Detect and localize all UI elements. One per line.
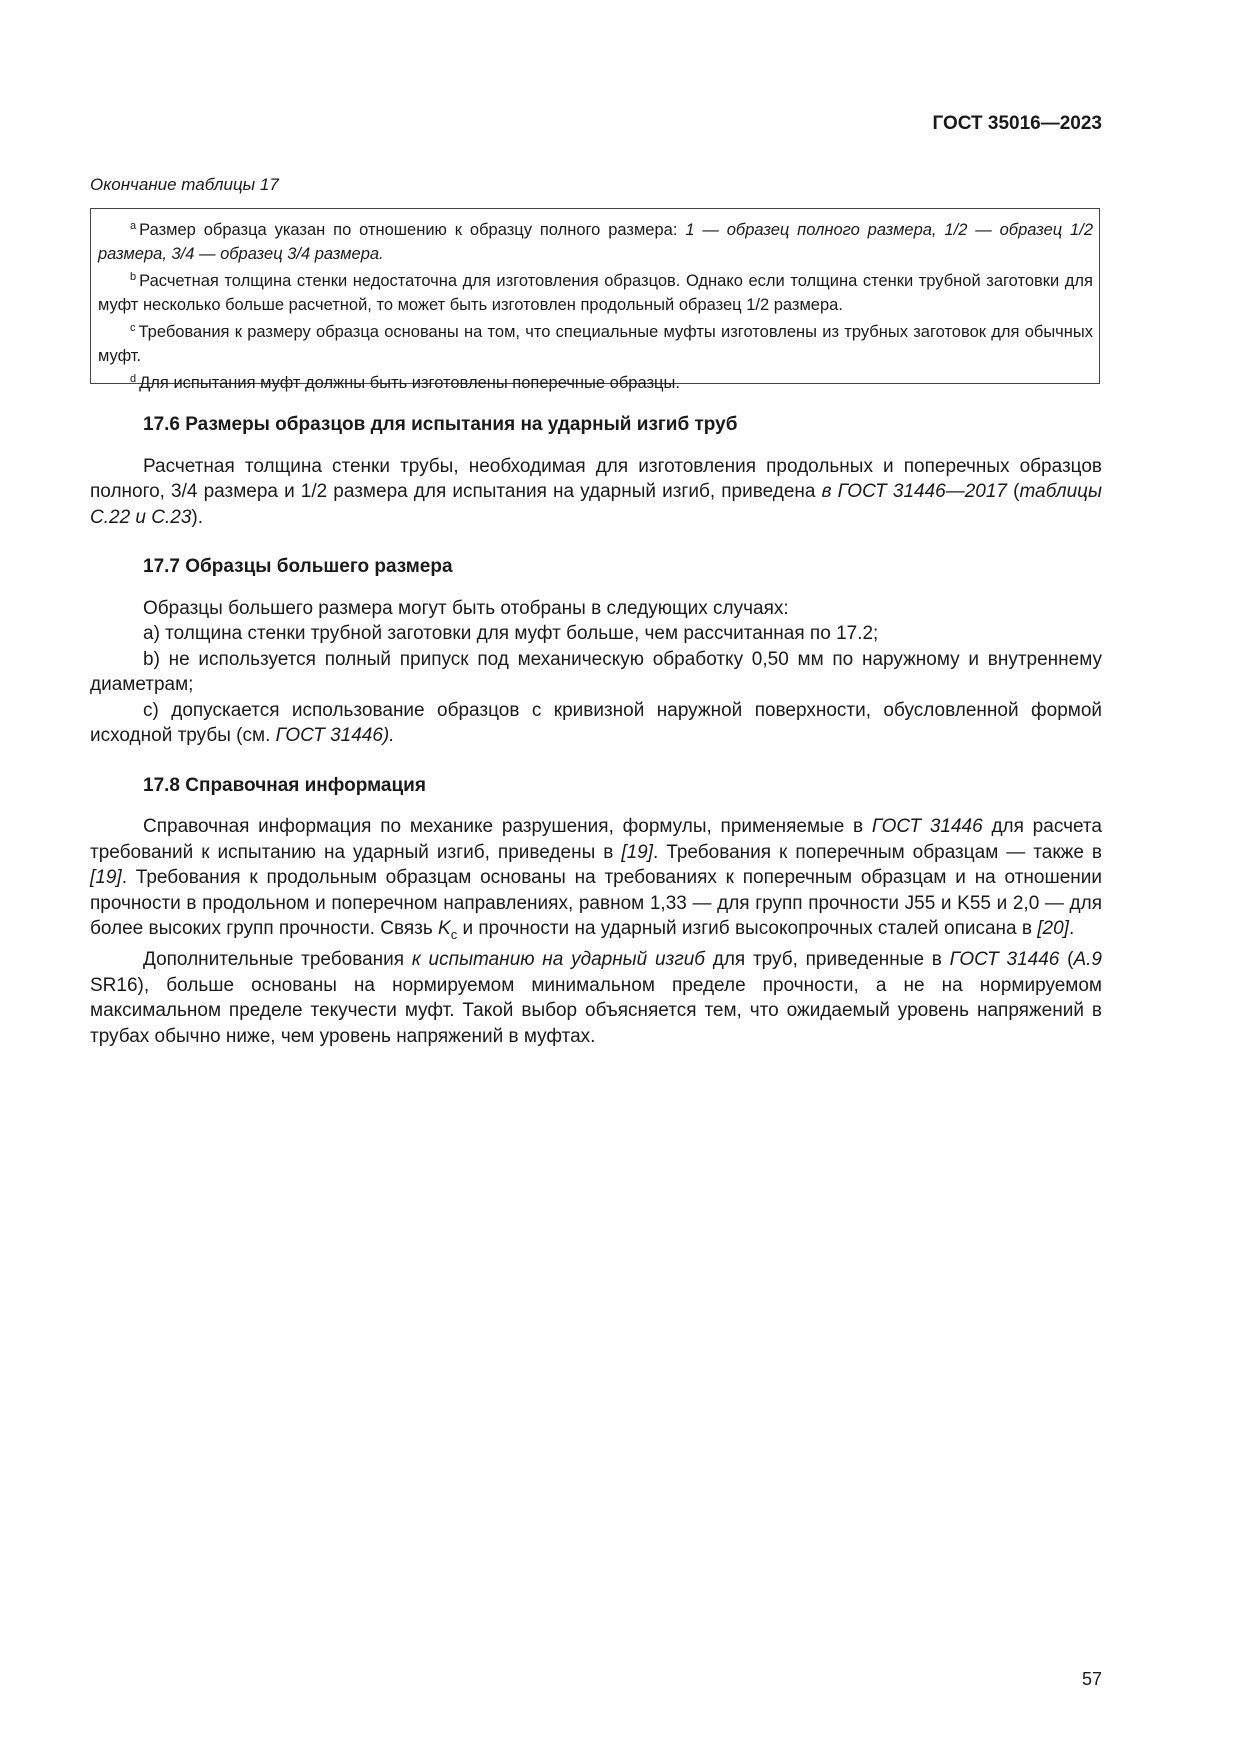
- text: SR16), больше основаны на нормируемом минимальном пределе прочности, а не на нормируемом максимальном пределе текучести муфт. Такой выбор объясняется тем, что ожидаемый уровень напряжений в трубах обычно ниже, чем уровень напряжений в муфтах.: [90, 974, 1102, 1047]
- reference-gost: в ГОСТ 31446—2017: [821, 481, 1007, 502]
- footnote-a: [98, 215, 1093, 266]
- list-item-b: b) не используется полный припуск под механическую обработку 0,50 мм по наружному и внутреннему диаметрам;: [90, 648, 1102, 695]
- footnote-d: [98, 368, 1093, 396]
- paragraph-17-8-1: [90, 814, 1102, 947]
- paragraph-17-8-2: [90, 947, 1102, 1049]
- list-item-a: a) толщина стенки трубной заготовки для муфт больше, чем рассчитанная по 17.2;: [143, 623, 879, 644]
- reference-bib: [19]: [90, 867, 122, 888]
- footnote-b: [98, 266, 1093, 317]
- footnote-text: Размер образца указан по отношению к образцу полного размера:: [139, 221, 686, 239]
- footnote-text: Для испытания муфт должны быть изготовлены поперечные образцы.: [139, 374, 680, 392]
- text: для расчета требований к испытанию на ударный изгиб, приведены в: [90, 816, 1102, 863]
- footnote-mark: b: [130, 271, 137, 283]
- table-caption: Окончание таблицы 17: [90, 175, 279, 194]
- text: c) допускается использование образцов с кривизной наружной поверхности, обусловленной формой исходной трубы (см.: [90, 699, 1102, 746]
- section-heading-17-8: 17.8 Справочная информация: [143, 774, 426, 796]
- text: (: [1059, 949, 1074, 971]
- section-heading-17-6: 17.6 Размеры образцов для испытания на ударный изгиб труб: [143, 414, 738, 435]
- text: ).: [382, 725, 395, 746]
- reference-gost: ГОСТ 31446: [275, 725, 383, 746]
- footnote-mark: a: [130, 220, 137, 232]
- reference-gost: ГОСТ 31446: [871, 816, 983, 837]
- footnote-text: Требования к размеру образца основаны на том, что специальные муфты изготовлены из трубных заготовок для обычных муфт.: [98, 323, 1093, 365]
- document-code: ГОСТ 35016—2023: [932, 113, 1102, 134]
- main-content: [90, 412, 1102, 1049]
- text: Дополнительные требования: [143, 949, 412, 971]
- text: ).: [191, 506, 204, 528]
- footnote-text: Расчетная толщина стенки недостаточна для изготовления образцов. Однако если толщина стенки трубной заготовки для муфт несколько больше расчетной, то может быть изготовлен продольный образец 1/2 размера.: [98, 272, 1093, 314]
- table-footnotes: [90, 208, 1100, 392]
- text: .: [1068, 918, 1075, 939]
- paragraph-17-6: [90, 454, 1102, 531]
- paragraph-17-7-intro: Образцы большего размера могут быть отобраны в следующих случаях:: [143, 597, 789, 619]
- text: для труб, приведенные в: [705, 949, 950, 971]
- symbol-k: K: [438, 918, 451, 939]
- reference-tables: таблицы С.22 и С.23: [90, 481, 1103, 528]
- footnote-italic-text: 1 — образец полного размера, 1/2 — образец 1/2 размера, 3/4 — образец 3/4 размера.: [98, 221, 1093, 263]
- text: Справочная информация по механике разрушения, формулы, применяемые в: [143, 816, 872, 837]
- list-item-c: [90, 698, 1102, 749]
- reference-annex: A.9: [1073, 949, 1103, 971]
- reference-bib: [19]: [621, 841, 654, 863]
- text: (: [1007, 481, 1020, 502]
- page-number: 57: [1081, 1669, 1102, 1689]
- text: и прочности на ударный изгиб высокопрочных сталей описана в: [457, 918, 1038, 939]
- footnote-mark: c: [130, 322, 136, 334]
- footnote-c: [98, 317, 1093, 368]
- reference-bib: [20]: [1037, 918, 1069, 939]
- text: Расчетная толщина стенки трубы, необходимая для изготовления продольных и поперечных образцов полного, 3/4 размера и 1/2 размера для испытания на ударный изгиб, приведена: [90, 455, 1102, 502]
- footnote-mark: d: [130, 373, 137, 385]
- text: . Требования к поперечным образцам — также в: [653, 841, 1102, 863]
- text: . Требования к продольным образцам основаны на требованиях к поперечным образцам и на отношении прочности в продольном и поперечном направлениях, равном 1,33 — для групп прочности J55 и K55 и 2,0 — для более высоких групп прочности. Связь: [90, 867, 1102, 939]
- symbol-subscript: c: [450, 926, 458, 942]
- reference-gost: ГОСТ 31446: [949, 949, 1060, 971]
- section-heading-17-7: 17.7 Образцы большего размера: [143, 556, 453, 577]
- reference-test: к испытанию на ударный изгиб: [411, 949, 705, 971]
